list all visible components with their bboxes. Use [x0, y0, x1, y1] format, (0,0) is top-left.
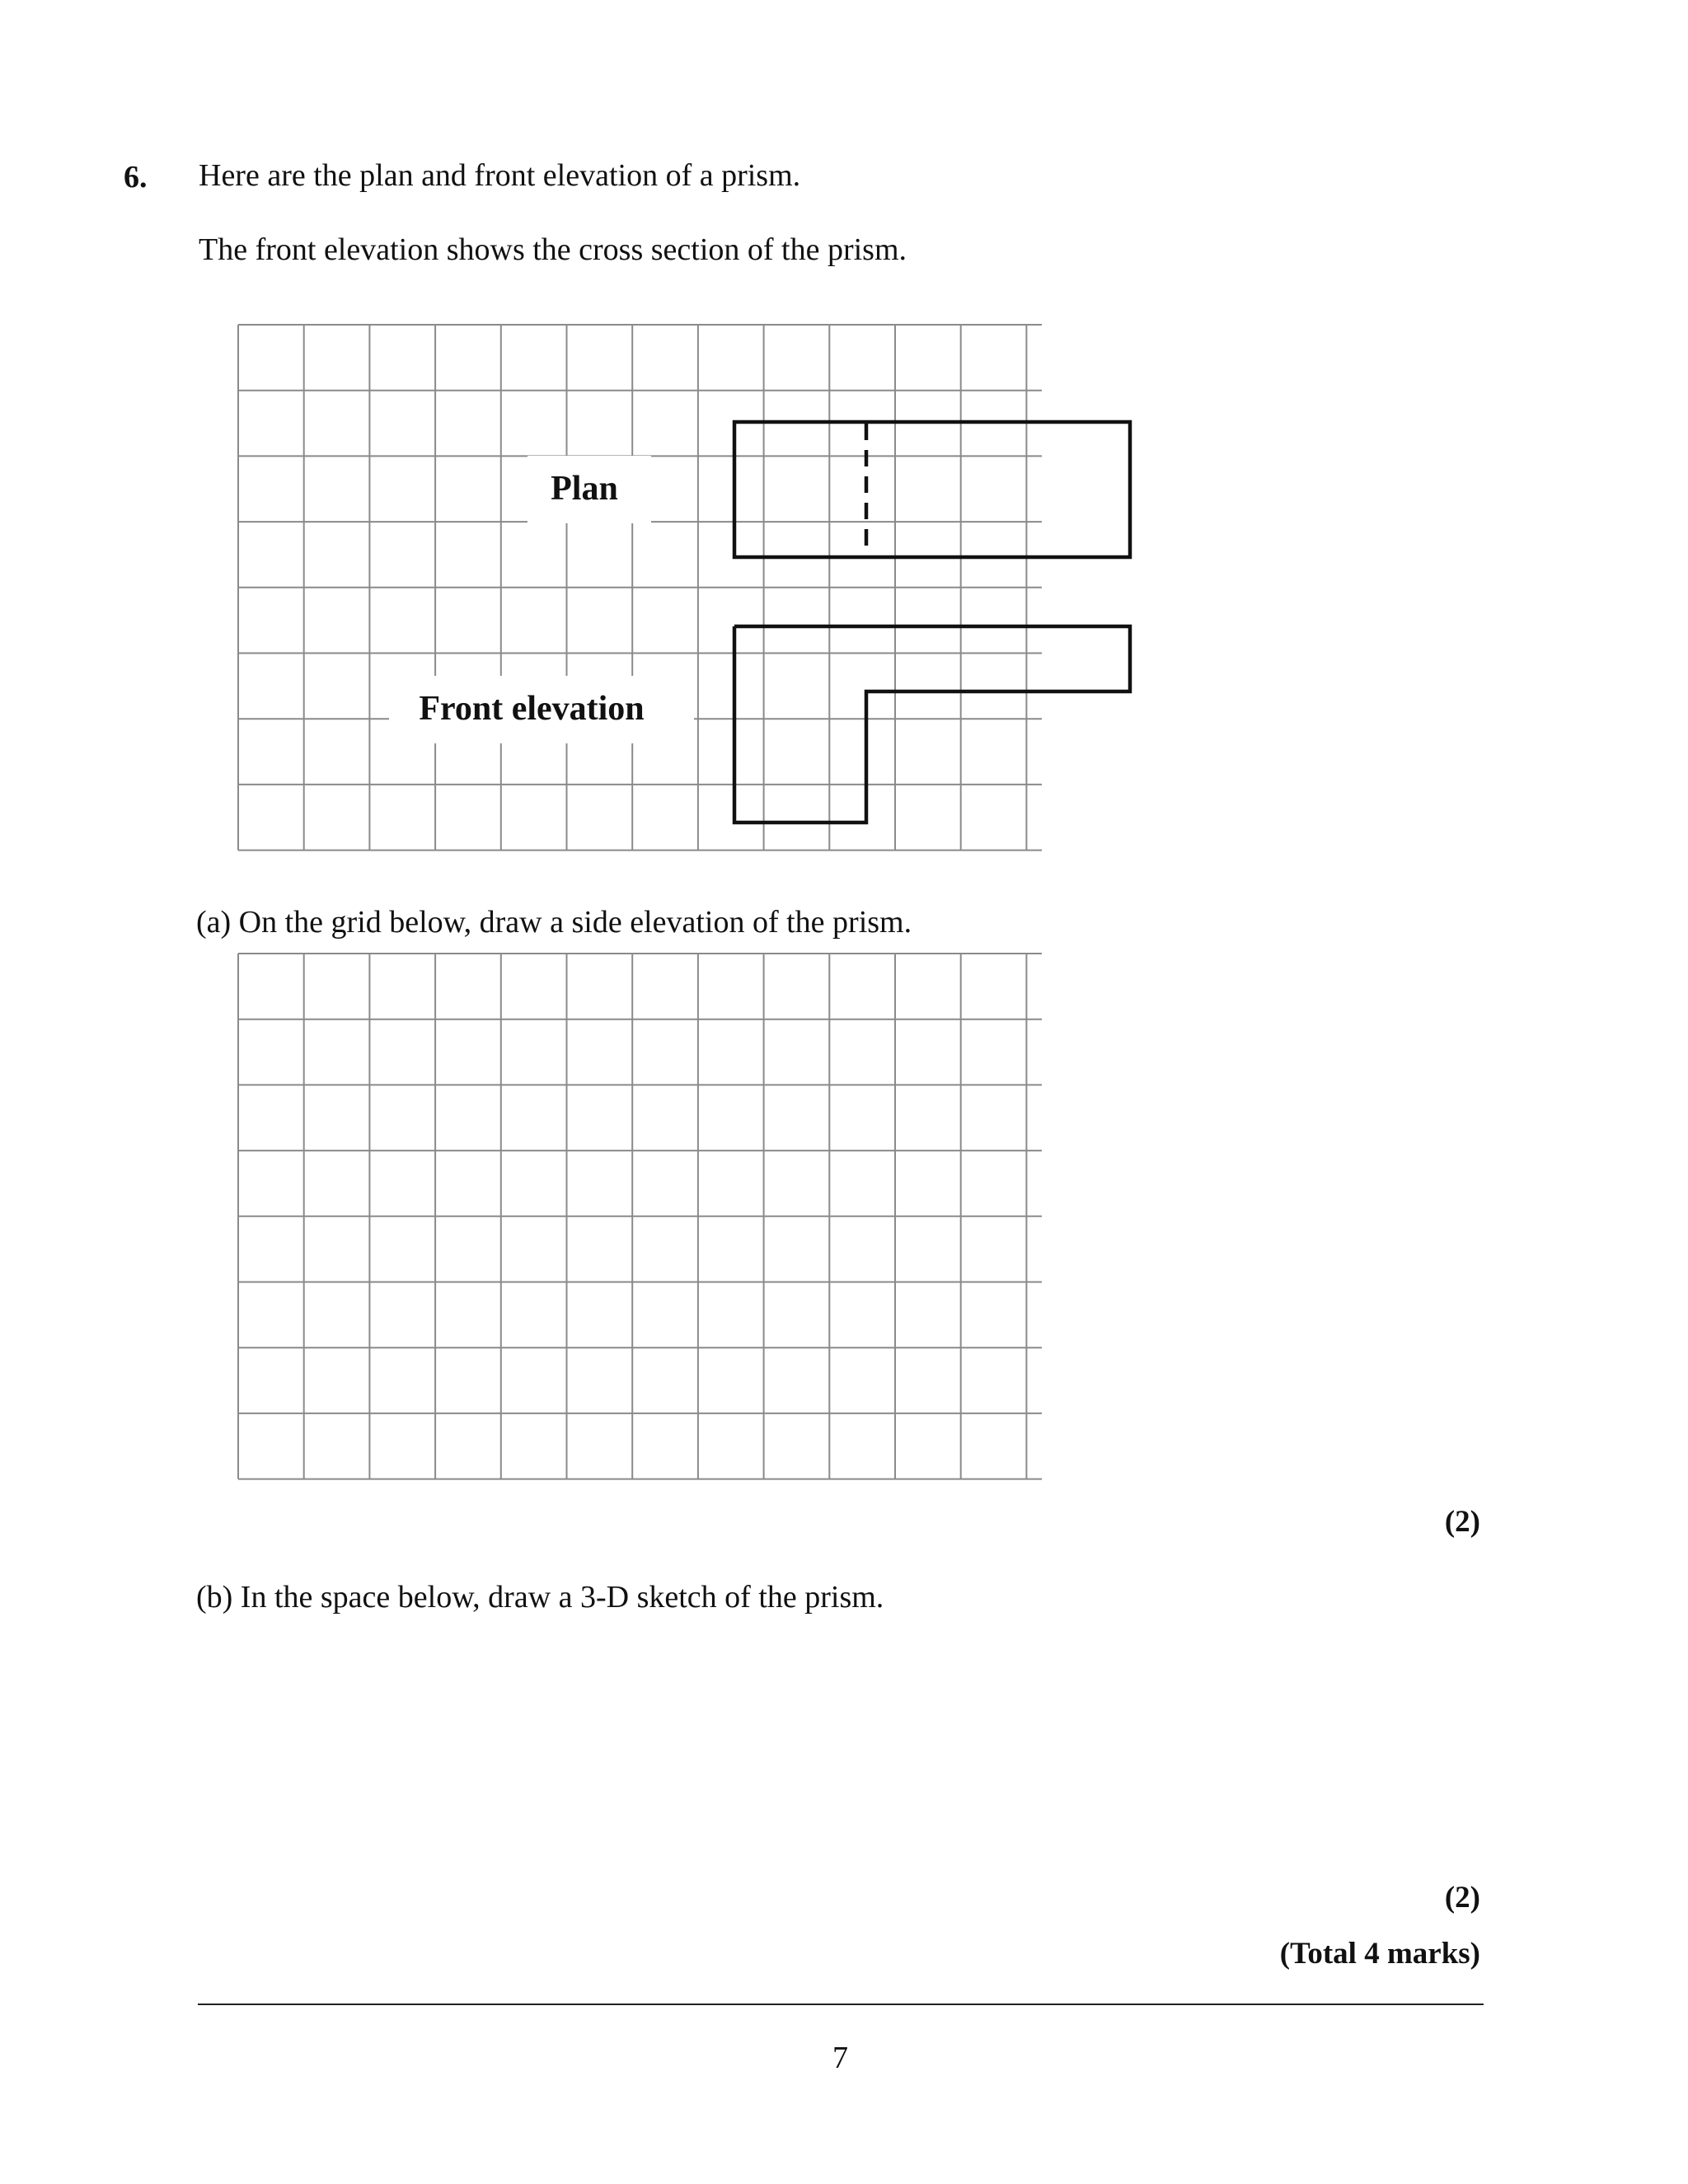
front-elevation-shape — [734, 626, 1130, 823]
footer-rule — [198, 2004, 1484, 2005]
question-intro-line-1: Here are the plan and front elevation of a prism. — [199, 158, 801, 193]
page-number: 7 — [832, 2041, 848, 2075]
part-a-text: (a) On the grid below, draw a side elevation of the prism. — [196, 905, 912, 940]
plan-label: Plan — [551, 470, 618, 508]
sketch-answer-space[interactable] — [198, 1628, 1484, 1867]
total-marks: (Total 4 marks) — [1279, 1937, 1480, 1971]
part-b-marks: (2) — [1444, 1881, 1480, 1915]
part-b-text: (b) In the space below, draw a 3-D sketch of the prism. — [196, 1580, 884, 1615]
plan-elevation-grid — [238, 325, 1130, 851]
side-elevation-grid[interactable] — [238, 954, 1042, 1479]
plan-shape — [734, 422, 1130, 557]
question-intro-line-2: The front elevation shows the cross section of the prism. — [199, 232, 907, 267]
question-number: 6. — [124, 160, 148, 194]
front-elevation-label: Front elevation — [419, 690, 645, 728]
part-a-marks: (2) — [1444, 1505, 1480, 1539]
